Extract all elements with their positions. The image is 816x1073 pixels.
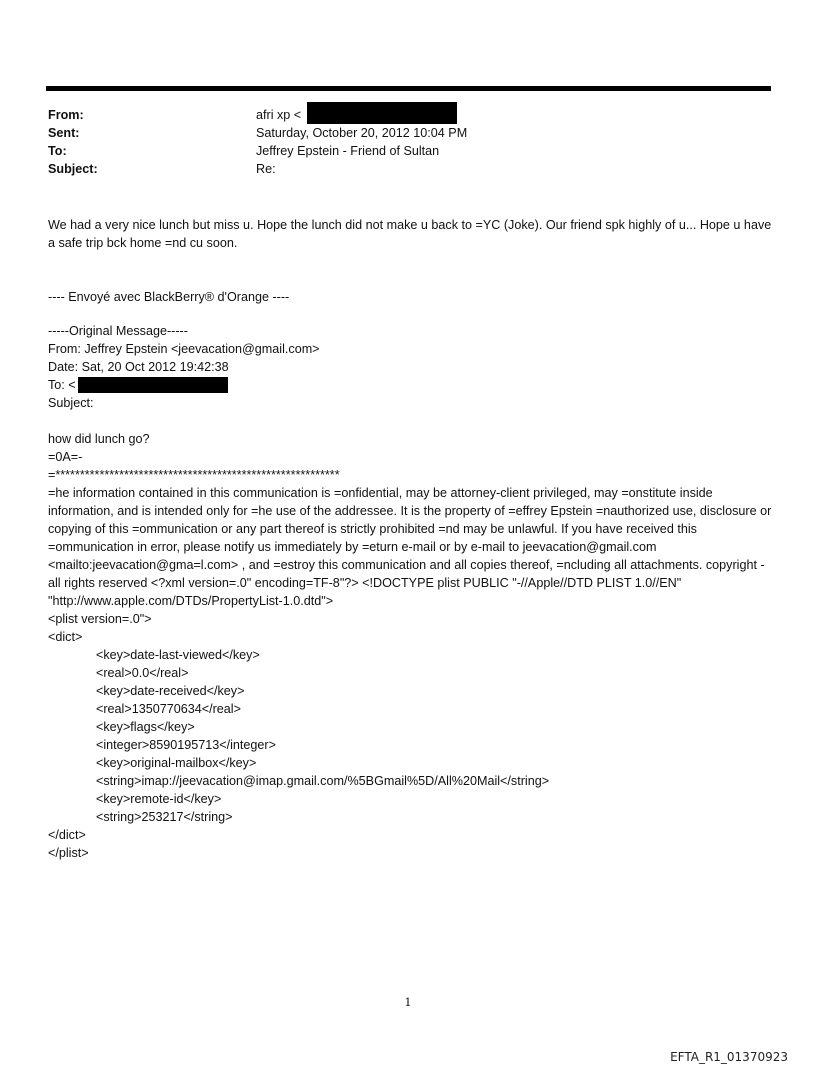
subject-value: Re:: [256, 162, 276, 176]
xml-line: <key>date-received</key>: [96, 684, 245, 698]
question-line: how did lunch go?: [48, 432, 150, 446]
to-value: Jeffrey Epstein - Friend of Sultan: [256, 144, 440, 158]
email-header: [48, 106, 467, 178]
sent-value: Saturday, October 20, 2012 10:04 PM: [256, 126, 468, 140]
xml-line: <key>remote-id</key>: [96, 792, 222, 806]
from-value: [256, 106, 457, 124]
document-id: EFTA_R1_01370923: [670, 1050, 788, 1064]
xml-line: <key>flags</key>: [96, 720, 195, 734]
to-label: To:: [48, 144, 67, 158]
sent-label: Sent:: [48, 126, 80, 140]
dict-close: </dict>: [48, 828, 86, 842]
xml-line: <key>date-last-viewed</key>: [96, 648, 260, 662]
confidentiality-disclaimer: =he information contained in this communication is =onfidential, may be attorney-client privileged, may =onstitute inside information, and is intended only for =he use of the addressee. It is the property of =effrey Epstein =nauthorized use, disclosure or copying of this =ommunication or any part thereof is strictly prohibited =nd may be unlawful. If you have received this =ommunication in error, please notify us immediately by =eturn e-mail or by e-mail to jeevacation@gmail.com <mailto:jeevacation@gma=l.com> , and =estroy this communication and all copies thereof, =ncluding all attachments. copyright -all rights reserved <?xml version=.0" encoding=TF-8"?> <!DOCTYPE plist PUBLIC "-//Apple//DTD PLIST 1.0//EN" "http://www.apple.com/DTDs/PropertyList-1.0.dtd">: [48, 486, 772, 608]
xml-line: <key>original-mailbox</key>: [96, 756, 257, 770]
xml-line: <string>imap://jeevacation@imap.gmail.com/%5BGmail%5D/All%20Mail</string>: [96, 774, 550, 788]
original-date: Date: Sat, 20 Oct 2012 19:42:38: [48, 360, 229, 374]
from-name: afri xp: [256, 108, 291, 122]
subject-label: Subject:: [48, 162, 98, 176]
original-to: [48, 376, 772, 394]
page-number: 1: [404, 996, 412, 1009]
redaction-box: [78, 377, 228, 393]
from-redacted-prefix: <: [293, 108, 302, 122]
redaction-box: [307, 102, 457, 124]
encoded-line-2: =**********************************************************: [48, 468, 340, 482]
original-to-prefix: To: <: [48, 378, 76, 392]
from-label: From:: [48, 108, 84, 122]
header-to-row: [48, 142, 467, 160]
encoded-line-1: =0A=-: [48, 450, 83, 464]
dict-open: <dict>: [48, 630, 83, 644]
header-rule: [46, 86, 771, 91]
plist-open: <plist version=.0">: [48, 612, 152, 626]
header-sent-row: [48, 124, 467, 142]
xml-line: <integer>8590195713</integer>: [96, 738, 276, 752]
original-from: From: Jeffrey Epstein <jeevacation@gmail.com>: [48, 342, 320, 356]
xml-line: <real>1350770634</real>: [96, 702, 241, 716]
message-body: We had a very nice lunch but miss u. Hope the lunch did not make u back to =YC (Joke). Our friend spk highly of u... Hope u have a safe trip bck home =nd cu soon.: [48, 218, 772, 250]
header-subject-row: [48, 160, 467, 178]
original-message-header: [48, 322, 772, 412]
original-divider: -----Original Message-----: [48, 324, 188, 338]
blackberry-signature: ---- Envoyé avec BlackBerry® d'Orange ----: [48, 290, 290, 304]
header-from-row: [48, 106, 467, 124]
plist-close: </plist>: [48, 846, 89, 860]
original-message-content: [48, 430, 772, 862]
xml-line: <real>0.0</real>: [96, 666, 189, 680]
original-subject: Subject:: [48, 396, 94, 410]
xml-line: <string>253217</string>: [96, 810, 233, 824]
